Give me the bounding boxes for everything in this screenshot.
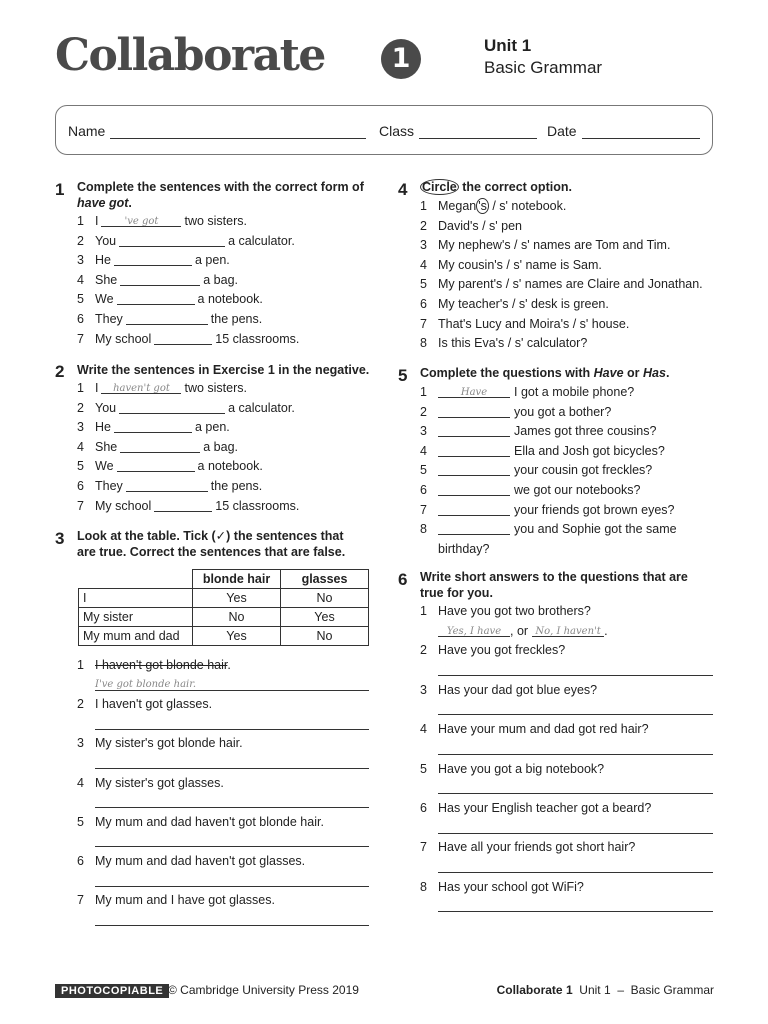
item-text: we got our notebooks? xyxy=(514,482,641,497)
option-separator: / xyxy=(478,218,490,233)
option-2[interactable]: s' xyxy=(521,238,530,253)
copyright: © Cambridge University Press 2019 xyxy=(168,983,359,997)
table-header-cell xyxy=(79,570,193,589)
item-text: 15 classrooms. xyxy=(215,331,300,346)
answer-line[interactable] xyxy=(95,754,369,769)
list-item xyxy=(77,310,299,330)
name-field[interactable]: Name xyxy=(68,123,366,139)
table-cell: My sister xyxy=(79,608,193,627)
answer-line[interactable] xyxy=(95,832,369,847)
answer-line[interactable] xyxy=(95,676,369,691)
photocopiable-badge: PHOTOCOPIABLE xyxy=(55,984,169,998)
item-number: 2 xyxy=(77,400,84,415)
exercise-5-number: 5 xyxy=(398,366,408,385)
list-item xyxy=(77,457,299,477)
item-number: 1 xyxy=(77,658,84,672)
table-header-cell: glasses xyxy=(281,570,369,589)
list-item xyxy=(420,256,703,276)
list-item xyxy=(420,838,713,877)
option-separator: / xyxy=(510,238,521,253)
item-number: 2 xyxy=(77,697,84,712)
answer-line[interactable] xyxy=(95,911,369,926)
list-item xyxy=(420,799,713,838)
list-item xyxy=(77,734,369,773)
option-1[interactable]: 's xyxy=(469,218,479,233)
answer-blank[interactable] xyxy=(154,332,212,345)
item-text: My mum and dad haven't got blonde hair. xyxy=(95,814,324,829)
exercise-3-number: 3 xyxy=(55,529,65,548)
answer-blank[interactable] xyxy=(120,273,200,286)
item-number: 3 xyxy=(420,424,427,439)
item-text: That's Lucy and Moira xyxy=(438,316,561,331)
item-text: He xyxy=(95,253,111,268)
item-text: Is this Eva xyxy=(438,336,496,351)
handwritten-answer: Have xyxy=(460,387,488,398)
item-number: 1 xyxy=(420,385,427,399)
option-1[interactable]: 's xyxy=(501,238,511,253)
item-number: 5 xyxy=(420,761,427,776)
answer-blank[interactable] xyxy=(119,234,225,247)
exercise-3-title: Look at the table. Tick (✓) the sentences that are true. Correct the sentences that are false. xyxy=(77,529,346,559)
answer-line[interactable] xyxy=(438,700,713,715)
item-text: a pen. xyxy=(194,420,230,435)
or-text: , or xyxy=(510,623,529,638)
item-text: the pens. xyxy=(210,311,263,326)
answer-blank[interactable] xyxy=(114,420,192,433)
option-2[interactable]: s' xyxy=(514,336,524,351)
option-separator: / xyxy=(502,257,514,272)
short-answer-row xyxy=(438,622,713,641)
item-number: 1 xyxy=(420,604,427,618)
list-item xyxy=(77,290,299,310)
item-number: 7 xyxy=(420,316,427,331)
item-text-end: . xyxy=(227,658,231,672)
item-text: My nephew xyxy=(438,238,502,253)
item-text: 15 classrooms. xyxy=(215,498,300,513)
item-text: Have you got freckles? xyxy=(438,643,566,658)
handwritten-answer: haven't got xyxy=(113,383,170,394)
list-item xyxy=(77,477,299,497)
item-text: a notebook. xyxy=(197,292,263,307)
table-row xyxy=(79,608,369,627)
item-number: 6 xyxy=(77,311,84,326)
item-number: 2 xyxy=(420,643,427,658)
option-separator: / xyxy=(569,316,580,331)
item-text: birthday? xyxy=(438,541,490,556)
item-text: My parent xyxy=(438,277,494,292)
exercise-2-title: Write the sentences in Exercise 1 in the negative. xyxy=(77,363,370,377)
item-number: 7 xyxy=(77,498,84,513)
handwritten-answer: I've got blonde hair. xyxy=(95,678,197,690)
exercise-1-items xyxy=(77,212,299,349)
item-number: 3 xyxy=(420,682,427,697)
item-text: We xyxy=(95,292,114,307)
item-number: 8 xyxy=(420,336,427,351)
item-text: you and Sophie got the same xyxy=(514,522,677,537)
answer-line[interactable] xyxy=(438,779,713,794)
item-number: 7 xyxy=(420,840,427,855)
item-number: 2 xyxy=(420,218,427,233)
item-text: notebook. xyxy=(507,199,567,213)
item-text: your friends got brown eyes? xyxy=(514,502,675,517)
list-item xyxy=(420,442,677,462)
table-row xyxy=(79,627,369,646)
list-item xyxy=(420,403,677,423)
item-number: 5 xyxy=(420,463,427,478)
option-2[interactable]: s' xyxy=(489,218,498,233)
list-item xyxy=(420,760,713,799)
item-text: My sister's got blonde hair. xyxy=(95,736,243,751)
exercise-1-number: 1 xyxy=(55,180,65,199)
exercise-6-items xyxy=(420,602,713,917)
item-text: Have all your friends got short hair? xyxy=(438,840,636,855)
table-cell: Yes xyxy=(193,627,281,646)
option-separator: / xyxy=(502,277,513,292)
item-text: calculator? xyxy=(523,336,588,351)
item-text: names are Claire and Jonathan. xyxy=(521,277,703,292)
table-cell: No xyxy=(281,589,369,608)
list-item xyxy=(77,271,299,291)
item-text: I haven't got blonde hair xyxy=(95,658,228,672)
list-item xyxy=(77,251,299,271)
item-text: James got three cousins? xyxy=(514,424,657,439)
item-text: You xyxy=(95,233,117,248)
item-text: you got a bother? xyxy=(514,404,612,419)
item-text: Megan xyxy=(438,199,477,213)
item-number: 8 xyxy=(420,879,427,894)
answer-blank[interactable] xyxy=(438,424,510,437)
answer-line[interactable] xyxy=(438,819,713,834)
item-text: Have you got a big notebook? xyxy=(438,761,605,776)
list-item xyxy=(77,695,369,734)
item-number: 4 xyxy=(420,722,427,737)
answer-blank[interactable] xyxy=(126,312,208,325)
list-item xyxy=(77,379,299,399)
item-number: 3 xyxy=(77,420,84,435)
option-2[interactable]: s' xyxy=(579,316,589,331)
item-text: house. xyxy=(588,316,630,331)
list-item xyxy=(77,774,369,813)
option-1[interactable]: 's xyxy=(478,199,487,213)
footer-course-info: Collaborate 1 Unit 1 – Basic Grammar xyxy=(496,983,714,997)
option-2[interactable]: s' xyxy=(499,199,508,213)
exercise-4-number: 4 xyxy=(398,180,408,199)
exercise-6-title: Write short answers to the questions that are true for you. xyxy=(420,570,688,600)
option-2[interactable]: s' xyxy=(518,296,528,311)
option-1[interactable]: 's xyxy=(499,296,509,311)
table-cell: Yes xyxy=(193,589,281,608)
table-cell: Yes xyxy=(281,608,369,627)
exercise-4-items xyxy=(420,197,703,354)
option-2[interactable]: s' xyxy=(512,277,522,292)
list-item xyxy=(420,217,703,237)
item-text: She xyxy=(95,272,118,287)
item-number: 4 xyxy=(77,439,84,454)
table-row xyxy=(79,589,369,608)
list-item xyxy=(420,481,677,501)
item-text: two sisters. xyxy=(184,214,247,228)
item-number: 4 xyxy=(420,443,427,458)
list-item xyxy=(420,275,703,295)
option-1[interactable]: 's xyxy=(560,316,570,331)
answer-blank[interactable] xyxy=(438,444,510,457)
answer-blank[interactable] xyxy=(114,253,192,266)
option-separator: / xyxy=(508,296,519,311)
answer-blank[interactable] xyxy=(120,440,200,453)
item-text: I haven't got glasses. xyxy=(95,697,213,712)
list-item xyxy=(77,813,369,852)
item-text: David xyxy=(438,218,470,233)
answer-blank[interactable] xyxy=(438,405,510,418)
exercise-5-title: Complete the questions with Have or Has. xyxy=(420,366,670,380)
list-item xyxy=(420,315,703,335)
item-text: Have you got two brothers? xyxy=(438,604,591,618)
item-text: a calculator. xyxy=(228,233,295,248)
list-item xyxy=(77,438,299,458)
item-number: 4 xyxy=(77,775,84,790)
item-text: My cousin xyxy=(438,257,495,272)
exercise-6-number: 6 xyxy=(398,570,408,589)
exercise-1-title: Complete the sentences with the correct form of have got. xyxy=(77,180,364,210)
exercise-3-table xyxy=(78,569,369,646)
answer-line[interactable] xyxy=(438,740,713,755)
list-item xyxy=(77,232,299,252)
list-item xyxy=(77,399,299,419)
item-text: Ella and Josh got bicycles? xyxy=(514,443,665,458)
item-number: 8 xyxy=(420,522,427,537)
item-number: 5 xyxy=(77,459,84,474)
answer-blank[interactable] xyxy=(126,479,208,492)
list-item xyxy=(77,497,299,517)
answer-blank[interactable] xyxy=(438,503,510,516)
exercise-4-title: Circle the correct option. xyxy=(422,180,572,194)
item-number: 6 xyxy=(420,296,427,311)
item-number: 1 xyxy=(77,214,84,228)
item-number: 6 xyxy=(77,853,84,868)
item-text: They xyxy=(95,478,123,493)
list-item xyxy=(420,878,713,917)
name-class-date-box xyxy=(55,105,713,155)
item-text: a bag. xyxy=(203,272,239,287)
exercise-2-number: 2 xyxy=(55,362,65,381)
list-item-continued xyxy=(420,540,677,560)
list-item xyxy=(77,656,369,695)
item-number: 7 xyxy=(420,502,427,517)
exercise-2-items xyxy=(77,379,299,516)
item-text: names are Tom and Tim. xyxy=(529,238,671,253)
item-text: your cousin got freckles? xyxy=(514,463,653,478)
item-text: My mum and I have got glasses. xyxy=(95,893,275,908)
item-text: My school xyxy=(95,331,152,346)
unit-title: Unit 1 xyxy=(484,36,532,55)
item-number: 6 xyxy=(77,478,84,493)
item-text: They xyxy=(95,311,123,326)
item-text: the pens. xyxy=(210,478,263,493)
item-text-end: . xyxy=(604,623,608,638)
option-separator: / xyxy=(488,199,500,213)
item-text: You xyxy=(95,400,117,415)
item-text: I got a mobile phone? xyxy=(514,385,635,399)
handwritten-answer: Yes, I have xyxy=(446,625,502,637)
list-item xyxy=(77,891,369,930)
item-text: name is Sam. xyxy=(521,257,602,272)
table-header-cell: blonde hair xyxy=(193,570,281,589)
item-text: I xyxy=(95,214,99,228)
list-item xyxy=(420,461,677,481)
answer-line[interactable] xyxy=(95,715,369,730)
exercise-5-items xyxy=(420,383,677,559)
list-item xyxy=(77,852,369,891)
item-text: She xyxy=(95,439,118,454)
answer-blank[interactable] xyxy=(154,499,212,512)
item-text: Have your mum and dad got red hair? xyxy=(438,722,649,737)
logo-level-badge: 1 xyxy=(381,39,421,79)
item-text: desk is green. xyxy=(527,296,609,311)
logo: Collaborate xyxy=(55,30,325,81)
answer-blank[interactable] xyxy=(101,214,181,227)
answer-line[interactable] xyxy=(438,858,713,873)
answer-line[interactable] xyxy=(95,872,369,887)
exercise-3-items xyxy=(77,656,369,930)
answer-blank[interactable] xyxy=(101,381,181,394)
option-separator: / xyxy=(504,336,515,351)
list-item xyxy=(420,295,703,315)
answer-blank[interactable] xyxy=(438,522,510,535)
answer-blank[interactable] xyxy=(438,385,510,398)
answer-line[interactable] xyxy=(95,793,369,808)
item-number: 2 xyxy=(77,233,84,248)
circle-word: Circle xyxy=(422,180,457,194)
item-text: He xyxy=(95,420,111,435)
item-text: My teacher xyxy=(438,296,500,311)
item-number: 5 xyxy=(77,292,84,307)
item-text: Has your English teacher got a beard? xyxy=(438,800,652,815)
item-text: My school xyxy=(95,498,152,513)
item-text: My sister's got glasses. xyxy=(95,775,224,790)
item-number: 1 xyxy=(77,381,84,395)
item-number: 3 xyxy=(77,736,84,751)
item-number: 6 xyxy=(420,800,427,815)
item-text: Has your school got WiFi? xyxy=(438,879,584,894)
list-item xyxy=(420,602,713,641)
list-item xyxy=(420,520,677,540)
item-text: We xyxy=(95,459,114,474)
list-item xyxy=(420,197,703,217)
item-text: Has your dad got blue eyes? xyxy=(438,682,598,697)
answer-blank[interactable] xyxy=(438,483,510,496)
item-number: 4 xyxy=(77,272,84,287)
item-number: 4 xyxy=(420,257,427,272)
list-item xyxy=(420,681,713,720)
item-text: I xyxy=(95,381,99,395)
answer-line[interactable] xyxy=(438,897,713,912)
item-number: 1 xyxy=(420,199,427,213)
item-text: My mum and dad haven't got glasses. xyxy=(95,853,306,868)
list-item xyxy=(420,334,703,354)
item-number: 5 xyxy=(420,277,427,292)
option-1[interactable]: 's xyxy=(495,336,505,351)
item-number: 2 xyxy=(420,404,427,419)
answer-blank[interactable] xyxy=(532,624,604,637)
option-2[interactable]: s' xyxy=(513,257,522,272)
table-cell: I xyxy=(79,589,193,608)
table-cell: No xyxy=(193,608,281,627)
item-text: a calculator. xyxy=(228,400,295,415)
item-text: two sisters. xyxy=(184,381,247,395)
answer-blank[interactable] xyxy=(117,292,195,305)
list-item xyxy=(420,641,713,680)
item-text: a bag. xyxy=(203,439,239,454)
handwritten-answer: 've got xyxy=(124,216,159,227)
handwritten-answer: No, I haven't xyxy=(535,625,601,637)
item-number: 3 xyxy=(420,238,427,253)
list-item xyxy=(420,236,703,256)
item-number: 3 xyxy=(77,253,84,268)
item-number: 6 xyxy=(420,482,427,497)
item-text: a pen. xyxy=(194,253,230,268)
list-item xyxy=(420,720,713,759)
list-item xyxy=(77,418,299,438)
item-text: a notebook. xyxy=(197,459,263,474)
date-field[interactable]: Date xyxy=(547,123,700,139)
answer-blank[interactable] xyxy=(438,463,510,476)
answer-blank[interactable] xyxy=(119,401,225,414)
list-item xyxy=(77,212,299,232)
item-number: 7 xyxy=(77,331,84,346)
item-text: pen xyxy=(497,218,523,233)
table-header-row xyxy=(79,570,369,589)
answer-line[interactable] xyxy=(438,661,713,676)
table-cell: No xyxy=(281,627,369,646)
option-1[interactable]: 's xyxy=(494,257,503,272)
unit-subtitle: Basic Grammar xyxy=(484,58,603,77)
list-item xyxy=(420,501,677,521)
table-cell: My mum and dad xyxy=(79,627,193,646)
answer-blank[interactable] xyxy=(438,624,510,637)
list-item xyxy=(420,422,677,442)
item-number: 7 xyxy=(77,893,84,908)
item-number: 5 xyxy=(77,814,84,829)
option-1[interactable]: 's xyxy=(493,277,503,292)
class-field[interactable]: Class xyxy=(379,123,537,139)
answer-blank[interactable] xyxy=(117,459,195,472)
list-item xyxy=(420,383,677,403)
list-item xyxy=(77,330,299,350)
